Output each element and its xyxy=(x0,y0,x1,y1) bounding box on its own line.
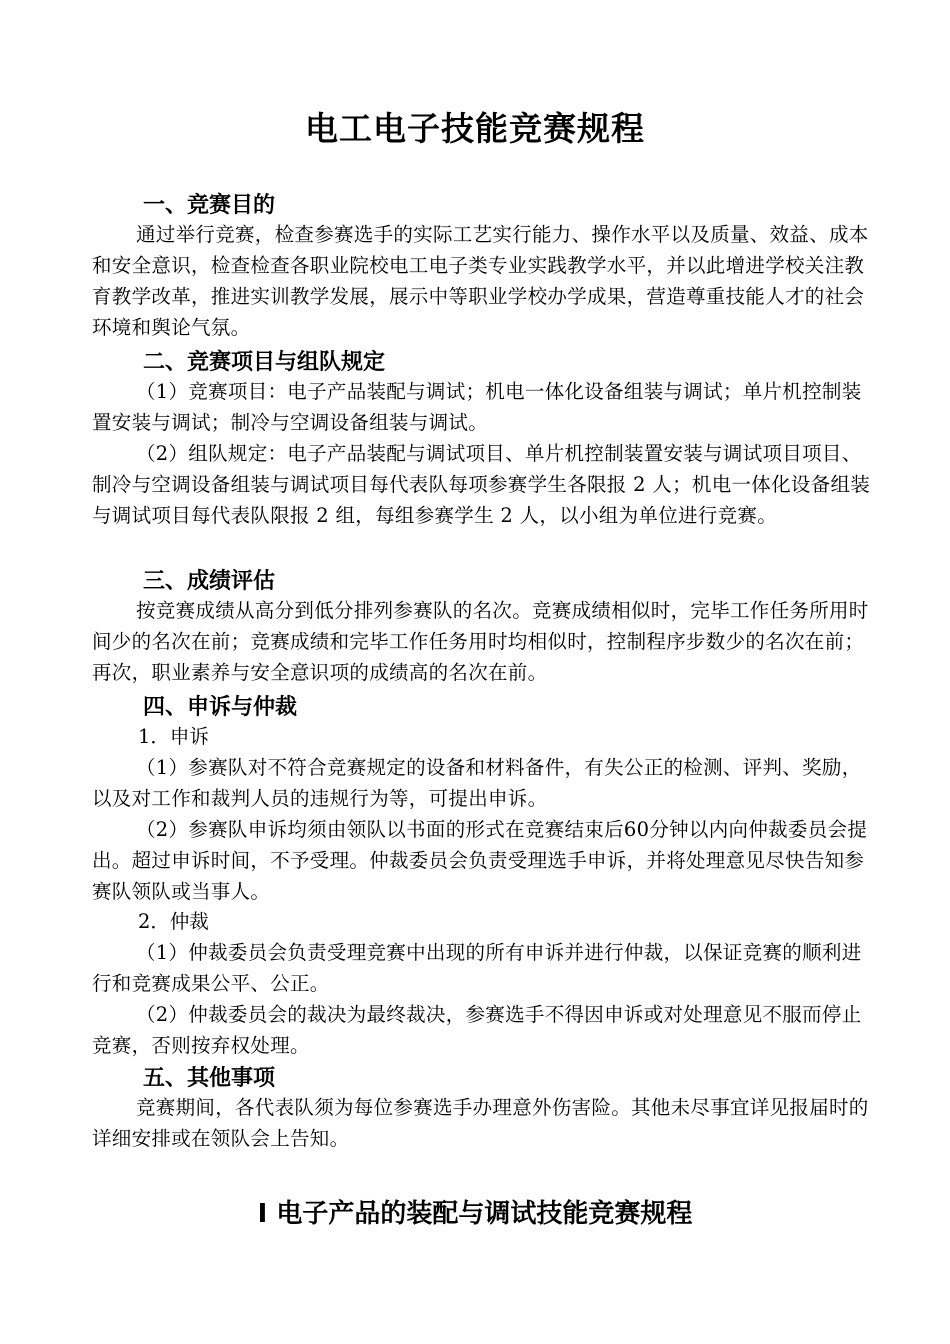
paragraph-arbitration-1: （1）仲裁委员会负责受理竞赛中出现的所有申诉并进行仲裁，以保证竞赛的顺利进行和竞赛成果公平、公正。 xyxy=(92,941,862,995)
section-heading-appeal: 四、申诉与仲裁 xyxy=(143,695,298,720)
paragraph-appeal-1: （1）参赛队对不符合竞赛规定的设备和材料备件，有失公正的检测、评判、奖励，以及对工作和裁判人员的违规行为等，可提出申诉。 xyxy=(92,756,862,810)
paragraph-appeal-2: （2）参赛队申诉均须由领队以书面的形式在竞赛结束后60分钟以内向仲裁委员会提出。超过申诉时间，不予受理。仲裁委员会负责受理选手申诉，并将处理意见尽快告知参赛队领队或当事人。 xyxy=(92,818,868,903)
paragraph-arbitration-2: （2）仲裁委员会的裁决为最终裁决，参赛选手不得因申诉或对处理意见不服而停止竞赛，否则按弃权处理。 xyxy=(92,1003,862,1057)
subheading-appeal: 1．申诉 xyxy=(138,725,209,748)
paragraph-projects: （1）竞赛项目：电子产品装配与调试；机电一体化设备组装与调试；单片机控制装置安装与调试；制冷与空调设备组装与调试。 xyxy=(92,380,862,434)
paragraph-team-rules: （2）组队规定：电子产品装配与调试项目、单片机控制装置安装与调试项目项目、制冷与空调设备组装与调试项目每代表队每项参赛学生各限报 2 人；机电一体化设备组装与调试项目每代表队限报 2 组，每组参赛学生 2 人，以小组为单位进行竞赛。 xyxy=(92,442,871,527)
paragraph-purpose: 通过举行竞赛，检查参赛选手的实际工艺实行能力、操作水平以及质量、效益、成本和安全意识，检查检查各职业院校电工电子类专业实践教学水平，并以此增进学校关注教育教学改革，推进实训教学发展，展示中等职业学校办学成果，营造尊重技能人才的社会环境和舆论气氛。 xyxy=(92,223,869,339)
section-heading-other: 五、其他事项 xyxy=(143,1066,276,1091)
section-title-electronics: Ⅰ 电子产品的装配与调试技能竞赛规程 xyxy=(257,1199,693,1229)
section-heading-projects: 二、竞赛项目与组队规定 xyxy=(143,350,386,375)
document-title: 电工电子技能竞赛规程 xyxy=(305,109,645,148)
paragraph-other: 竞赛期间，各代表队须为每位参赛选手办理意外伤害险。其他未尽事宜详见报届时的详细安排或在领队会上告知。 xyxy=(92,1096,869,1150)
subheading-arbitration: 2．仲裁 xyxy=(138,910,209,933)
section-heading-scoring: 三、成绩评估 xyxy=(143,569,276,594)
section-heading-purpose: 一、竞赛目的 xyxy=(143,193,276,218)
paragraph-scoring: 按竞赛成绩从高分到低分排列参赛队的名次。竞赛成绩相似时，完毕工作任务所用时间少的名次在前；竞赛成绩和完毕工作任务用时均相似时，控制程序步数少的名次在前；再次，职业素养与安全意识项的成绩高的名次在前。 xyxy=(92,599,869,684)
